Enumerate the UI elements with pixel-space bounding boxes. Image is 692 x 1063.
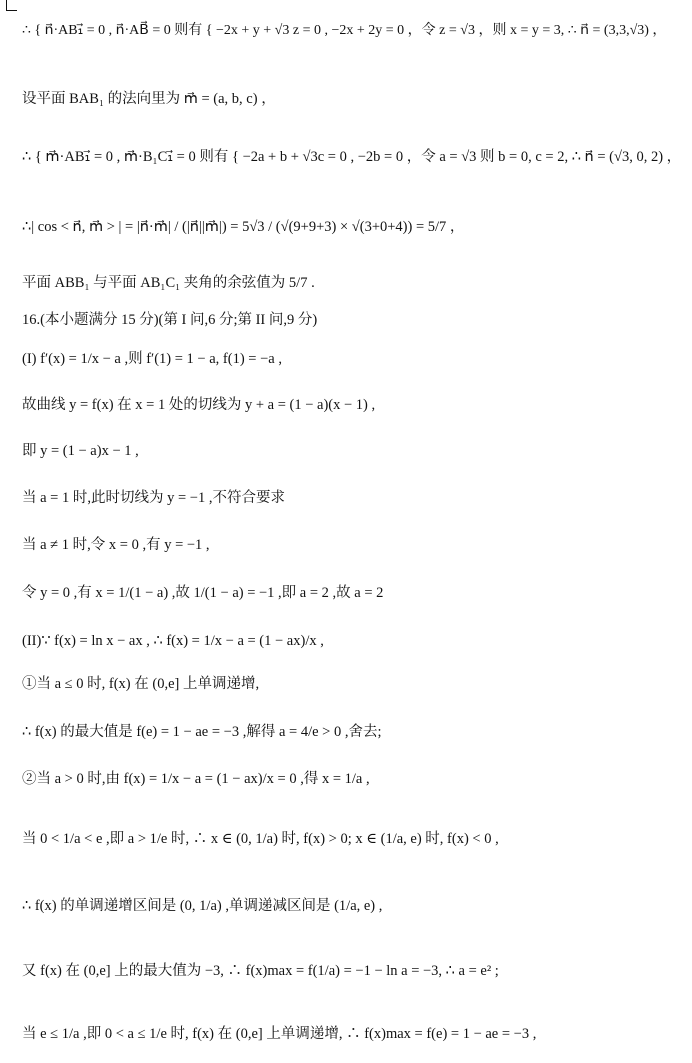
normal-vector-m-setup: 设平面 BAB₁ 的法向里为 m⃗ = (a, b, c) ， [22, 91, 276, 107]
part-2-derivative: (II)∵ f(x) = ln x − ax , ∴ f(x) = 1/x − a = (1 − ax)/x , [22, 633, 324, 649]
case-1-monotone: ①当 a ≤ 0 时, f(x) 在 (0,e] 上单调递增, [22, 676, 260, 692]
cosine-formula: ∴| cos < n⃗, m⃗ > | = |n⃗·m⃗| / (|n⃗||m⃗|) = 5√3 / (√(9+9+3) × √(3+0+4)) = 5/7 ， [22, 219, 465, 235]
normal-vector-m-system: ∴ { m⃗·AB₁⃗ = 0 , m⃗·B₁C₁⃗ = 0 则有 { −2a + b + √3c = 0 , −2b = 0 ，令 a = √3 则 b = 0, c = 2, ∴ n⃗ = (√3, 0, 2) ， [22, 149, 682, 165]
part-1-derivative: (I) f′(x) = 1/x − a ,则 f′(1) = 1 − a, f(1) = −a , [22, 351, 282, 367]
case-a-equals-1: 当 a = 1 时,此时切线为 y = −1 ,不符合要求 [22, 490, 285, 506]
case-3-monotone: 当 e ≤ 1/a ,即 0 < a ≤ 1/e 时, f(x) 在 (0,e] 上单调递增, ∴ f(x)max = f(e) = 1 − ae = −3 , [22, 1026, 537, 1042]
solve-a: 令 y = 0 ,有 x = 1/(1 − a) ,故 1/(1 − a) = −1 ,即 a = 2 ,故 a = 2 [22, 585, 384, 601]
case-2-sign-analysis: 当 0 < 1/a < e ,即 a > 1/e 时, ∴ x ∈ (0, 1/a) 时, f(x) > 0; x ∈ (1/a, e) 时, f(x) < 0 , [22, 831, 499, 847]
case-2-intervals: ∴ f(x) 的单调递增区间是 (0, 1/a) ,单调递减区间是 (1/a, e) , [22, 898, 383, 914]
case-1-max-value: ∴ f(x) 的最大值是 f(e) = 1 − ae = −3 ,解得 a = 4/e > 0 ,舍去; [22, 724, 382, 740]
normal-vector-n-system: ∴ { n⃗·AB₁⃗ = 0 , n⃗·AB⃗ = 0 则有 { −2x + y + √3 z = 0 , −2x + 2y = 0 ，令 z = √3 ，则 x = y = 3, ∴ n⃗ = (3,3,√3) ， [22, 23, 667, 38]
case-a-not-1: 当 a ≠ 1 时,令 x = 0 ,有 y = −1 , [22, 537, 210, 553]
page-corner-mark [6, 0, 17, 11]
tangent-line-simplified: 即 y = (1 − a)x − 1 , [22, 443, 139, 459]
case-2-critical-point: ②当 a > 0 时,由 f(x) = 1/x − a = (1 − ax)/x = 0 ,得 x = 1/a , [22, 771, 370, 787]
case-2-max-value: 又 f(x) 在 (0,e] 上的最大值为 −3, ∴ f(x)max = f(1/a) = −1 − ln a = −3, ∴ a = e² ; [22, 963, 499, 979]
problem-16-heading: 16.(本小题满分 15 分)(第 I 问,6 分;第 II 问,9 分) [22, 312, 318, 328]
cosine-answer: 平面 ABB₁ 与平面 AB₁C₁ 夹角的余弦值为 5/7 . [22, 275, 315, 291]
tangent-line: 故曲线 y = f(x) 在 x = 1 处的切线为 y + a = (1 − a)(x − 1) , [22, 397, 376, 413]
